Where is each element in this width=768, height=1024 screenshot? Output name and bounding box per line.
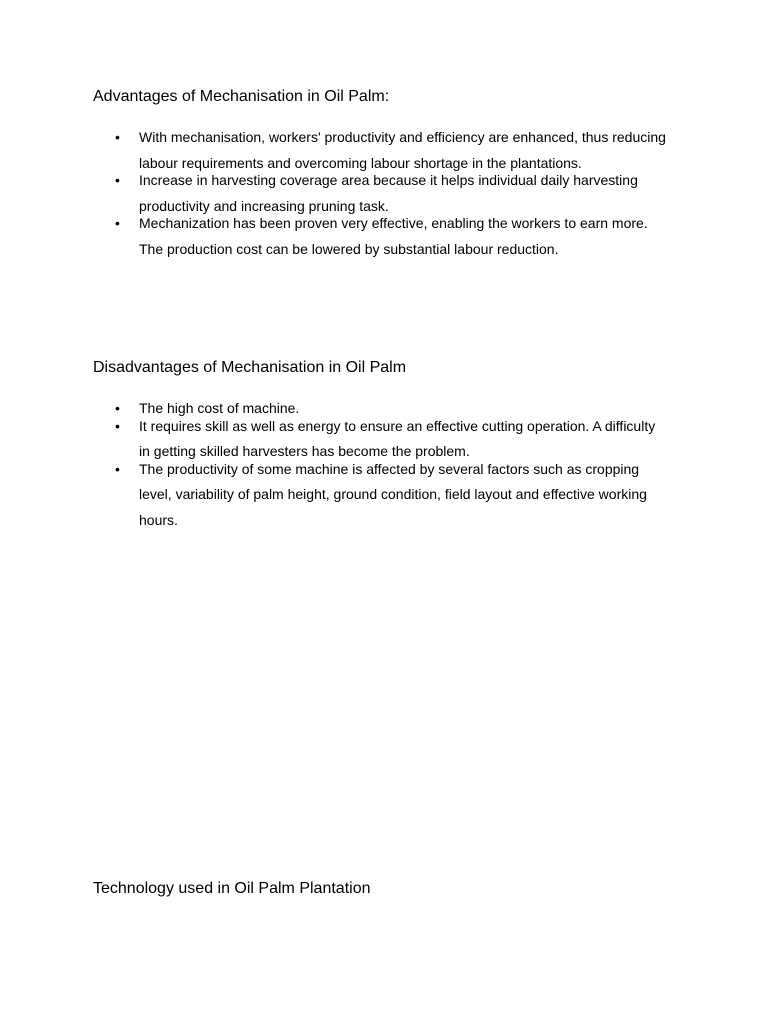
bullet-icon: • [115, 460, 120, 477]
list-item [0, 457, 669, 534]
bullet-icon: • [115, 215, 120, 231]
list-item-text: The productivity of some machine is affected by several factors such as cropping level, variability of palm height, ground condition, field layout and effective working hours. [139, 460, 647, 528]
disadvantages-heading: Disadvantages of Mechanisation in Oil Palm [93, 359, 407, 376]
advantages-heading: Advantages of Mechanisation in Oil Palm: [93, 88, 390, 105]
technology-heading: Technology used in Oil Palm Plantation [93, 880, 371, 897]
advantages-list [0, 125, 768, 262]
list-item [0, 211, 669, 262]
bullet-icon: • [115, 129, 120, 145]
disadvantages-list [0, 396, 768, 533]
list-item-text: Mechanization has been proven very effective, enabling the workers to earn more. The production cost can be lowered by substantial labour reduction. [139, 215, 648, 257]
bullet-icon: • [115, 417, 120, 434]
list-item-text: It requires skill as well as energy to ensure an effective cutting operation. A difficulty in getting skilled harvesters has become the problem. [139, 417, 656, 459]
bullet-icon: • [115, 400, 120, 416]
list-item-text: The high cost of machine. [139, 400, 300, 416]
list-item-text: With mechanisation, workers' productivity and efficiency are enhanced, thus reducing labour requirements and overcoming labour shortage in the plantations. [139, 129, 666, 171]
list-item-text: Increase in harvesting coverage area because it helps individual daily harvesting productivity and increasing pruning task. [139, 172, 638, 214]
bullet-icon: • [115, 172, 120, 188]
